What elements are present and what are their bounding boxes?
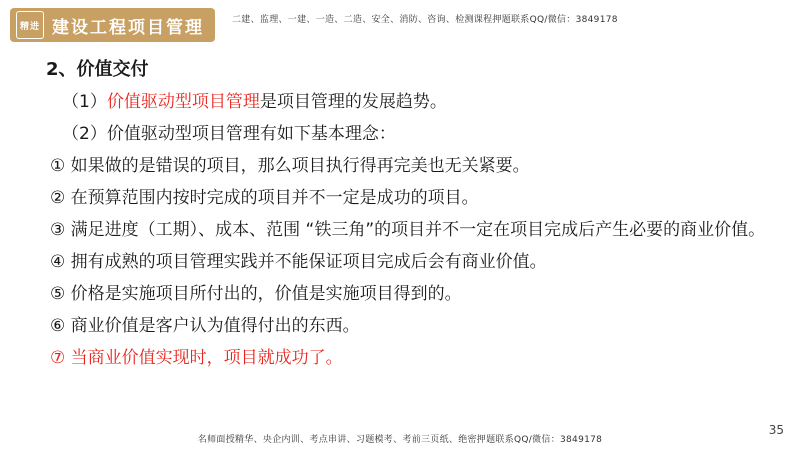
item1-rest: 是项目管理的发展趋势。 [259, 92, 447, 112]
point-4: ④ 拥有成熟的项目管理实践并不能保证项目完成后会有商业价值。 [50, 252, 547, 272]
footer-contact-note: 名师面授精华、央企内训、考点串讲、习题模考、考前三页纸、绝密押题联系QQ/微信：3849178 [197, 435, 603, 445]
list-item-1 [28, 86, 778, 118]
logo-text: 精进 [19, 21, 40, 32]
point-3: ③ 满足进度（工期）、成本、范围 “铁三角”的项目并不一定在项目完成后产生必要的商业价值。 [50, 220, 766, 240]
point-7: ⑦ 当商业价值实现时，项目就成功了。 [50, 348, 343, 368]
point-2: ② 在预算范围内按时完成的项目并不一定是成功的项目。 [50, 188, 479, 208]
page-number: 35 [768, 423, 784, 437]
item1-prefix: （1） [62, 92, 107, 112]
point-5: ⑤ 价格是实施项目所付出的，价值是实施项目得到的。 [50, 284, 462, 304]
list-item-2: （2）价值驱动型项目管理有如下基本理念： [62, 124, 396, 144]
point-1: ① 如果做的是错误的项目，那么项目执行得再完美也无关紧要。 [50, 156, 530, 176]
header-contact-note: 二建、监理、一建、一造、二造、安全、消防、咨询、检测课程押题联系QQ/微信：3849178 [232, 15, 618, 25]
header-badge [10, 8, 215, 42]
logo [16, 11, 44, 39]
item1-highlight: 价值驱动型项目管理 [106, 92, 260, 112]
section-title: 2、价值交付 [46, 59, 149, 80]
course-title: 建设工程项目管理 [52, 17, 204, 38]
point-6: ⑥ 商业价值是客户认为值得付出的东西。 [50, 316, 360, 336]
slide-content [28, 54, 778, 374]
